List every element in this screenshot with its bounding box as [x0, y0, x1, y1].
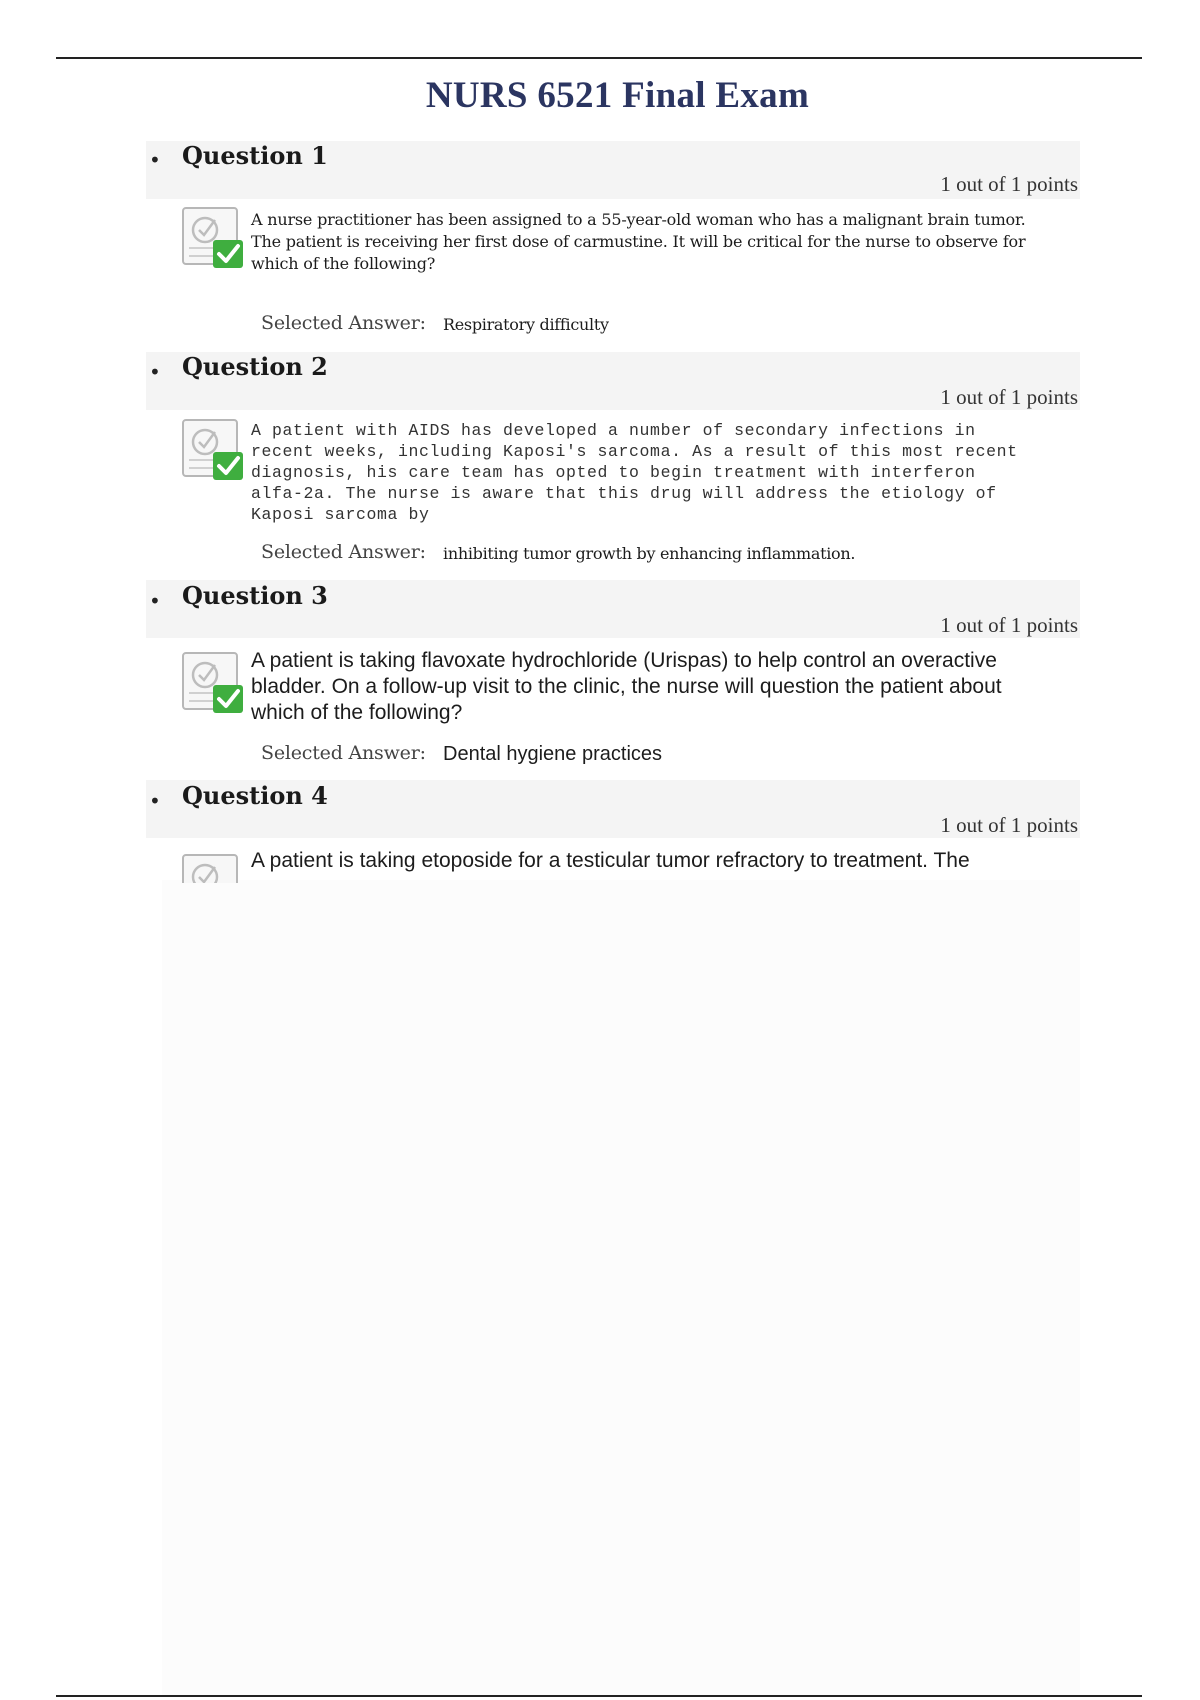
answer-value: Respiratory difficulty — [443, 315, 609, 334]
list-bullet: • — [149, 789, 161, 813]
question-points: 1 out of 1 points — [940, 172, 1078, 196]
answer-label: Selected Answer: — [261, 541, 426, 563]
correct-check-icon — [181, 206, 245, 270]
correct-check-icon — [181, 418, 245, 482]
top-rule — [56, 57, 1142, 59]
question-points: 1 out of 1 points — [940, 613, 1078, 637]
page-shade — [162, 880, 1080, 1695]
answer-value: Dental hygiene practices — [443, 743, 663, 765]
correct-check-icon — [181, 651, 245, 715]
question-title: Question 4 — [182, 781, 328, 810]
answer-value: inhibiting tumor growth by enhancing inflammation. — [443, 544, 856, 563]
bottom-rule — [56, 1695, 1142, 1697]
answer-label: Selected Answer: — [261, 312, 426, 334]
question-text: A patient is taking flavoxate hydrochloride (Urispas) to help control an overactive bladder. On a follow-up visit to the clinic, the nurse will question the patient about which of the following? — [251, 649, 1002, 724]
question-text: A patient is taking etoposide for a testicular tumor refractory to treatment. The — [251, 849, 970, 872]
question-text: A nurse practitioner has been assigned to a 55-year-old woman who has a malignant brain tumor. The patient is receiving her first dose of carmustine. It will be critical for the nurse to observe for which of the following? — [251, 210, 1026, 273]
question-points: 1 out of 1 points — [940, 813, 1078, 837]
answer-label: Selected Answer: — [261, 742, 426, 764]
question-points: 1 out of 1 points — [940, 385, 1078, 409]
document-title: NURS 6521 Final Exam — [425, 75, 810, 116]
list-bullet: • — [149, 589, 161, 613]
question-text: A patient with AIDS has developed a number of secondary infections in recent weeks, including Kaposi's sarcoma. As a result of this most recent diagnosis, his care team has opted to begin treatment with interferon alfa-2a. The nurse is aware that this drug will address the etiology of Kaposi sarcoma by — [251, 421, 1018, 524]
question-title: Question 3 — [182, 581, 328, 610]
question-title: Question 2 — [182, 352, 328, 381]
correct-check-icon — [181, 853, 245, 883]
list-bullet: • — [149, 360, 161, 384]
list-bullet: • — [149, 148, 161, 172]
question-title: Question 1 — [182, 141, 328, 170]
